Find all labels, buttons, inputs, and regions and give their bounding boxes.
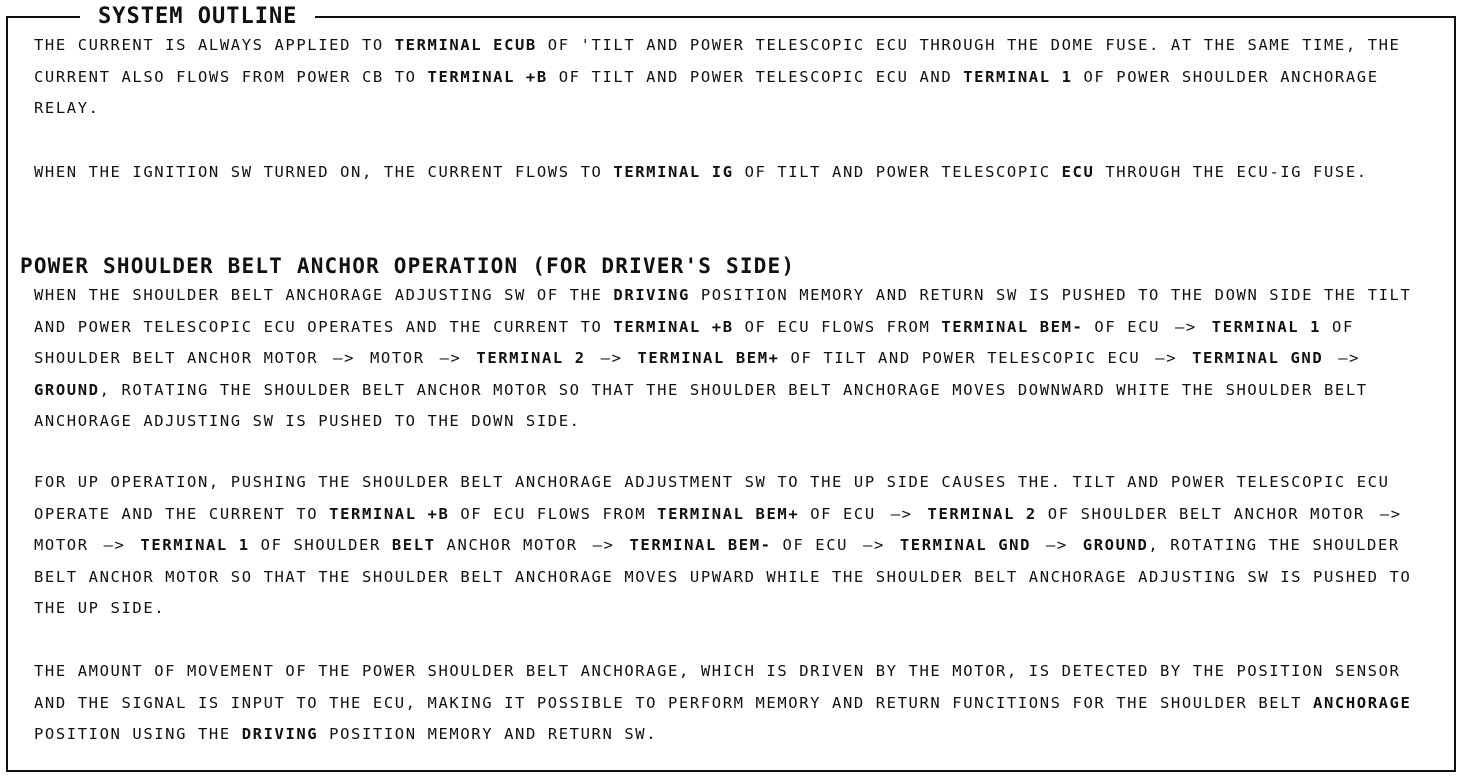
flow-arrow: —> [890, 504, 913, 523]
flow-arrow: —> [1155, 349, 1178, 367]
outline-paragraph-ignition: WHEN THE IGNITION SW TURNED ON, THE CURRENT FLOWS TO TERMINAL IG OF TILT AND POWER TELESCOPIC ECU THROUGH THE ECU-IG FUSE. [34, 163, 1368, 181]
memory-paragraph: THE AMOUNT OF MOVEMENT OF THE POWER SHOULDER BELT ANCHORAGE, WHICH IS DRIVEN BY THE MOTOR, IS DETECTED BY THE POSITION SENSOR AND THE SIGNAL IS INPUT TO THE ECU, MAKING IT POSSIBLE TO PERFORM MEMORY AND RETURN FUNCITIONS FOR THE SHOULDER BELT ANCHORAGE POSITION USING THE DRIVING POSITION MEMORY AND RETURN SW. [34, 662, 1412, 743]
down-operation-paragraph: WHEN THE SHOULDER BELT ANCHORAGE ADJUSTING SW OF THE DRIVING POSITION MEMORY AND RETURN SW IS PUSHED TO THE DOWN SIDE THE TILT AND POWER TELESCOPIC ECU OPERATES AND THE CURRENT TO TERMINAL +B OF ECU FLOWS FROM TERMINAL BEM- OF ECU —> TERMINAL 1 OF SHOULDER BELT ANCHOR MOTOR —> MOTOR —> TERMINAL 2 —> TERMINAL BEM+ OF TILT AND POWER TELESCOPIC ECU —> TERMINAL GND —> GROUND, ROTATING THE SHOULDER BELT ANCHOR MOTOR SO THAT THE SHOULDER BELT ANCHORAGE MOVES DOWNWARD WHITE THE SHOULDER BELT ANCHORAGE ADJUSTING SW IS PUSHED TO THE DOWN SIDE. [34, 286, 1412, 430]
operation-heading: POWER SHOULDER BELT ANCHOR OPERATION (FOR DRIVER'S SIDE) [20, 254, 796, 278]
flow-arrow: —> [1379, 504, 1402, 523]
up-operation-paragraph: FOR UP OPERATION, PUSHING THE SHOULDER BELT ANCHORAGE ADJUSTMENT SW TO THE UP SIDE CAUSES THE. TILT AND POWER TELESCOPIC ECU OPERATE AND THE CURRENT TO TERMINAL +B OF ECU FLOWS FROM TERMINAL BEM+ OF ECU —> TERMINAL 2 OF SHOULDER BELT ANCHOR MOTOR —> MOTOR —> TERMINAL 1 OF SHOULDER BELT ANCHOR MOTOR —> TERMINAL BEM- OF ECU —> TERMINAL GND —> GROUND, ROTATING THE SHOULDER BELT ANCHOR MOTOR SO THAT THE SHOULDER BELT ANCHORAGE MOVES UPWARD WHILE THE SHOULDER BELT ANCHORAGE ADJUSTING SW IS PUSHED TO THE UP SIDE. [34, 473, 1412, 617]
flow-arrow: —> [333, 349, 356, 367]
flow-arrow: —> [1174, 317, 1197, 336]
flow-arrow: —> [592, 536, 615, 554]
flow-arrow: —> [600, 349, 623, 367]
flow-arrow: —> [1045, 536, 1068, 554]
flow-arrow: —> [103, 536, 126, 554]
section-title: SYSTEM OUTLINE [80, 4, 315, 30]
flow-arrow: —> [1338, 349, 1361, 367]
flow-arrow: —> [439, 349, 462, 367]
outline-paragraph-power-supply: THE CURRENT IS ALWAYS APPLIED TO TERMINAL ECUB OF 'TILT AND POWER TELESCOPIC ECU THROUGH THE DOME FUSE. AT THE SAME TIME, THE CURRENT ALSO FLOWS FROM POWER CB TO TERMINAL +B OF TILT AND POWER TELESCOPIC ECU AND TERMINAL 1 OF POWER SHOULDER ANCHORAGE RELAY. [34, 36, 1401, 117]
flow-arrow: —> [863, 536, 885, 554]
